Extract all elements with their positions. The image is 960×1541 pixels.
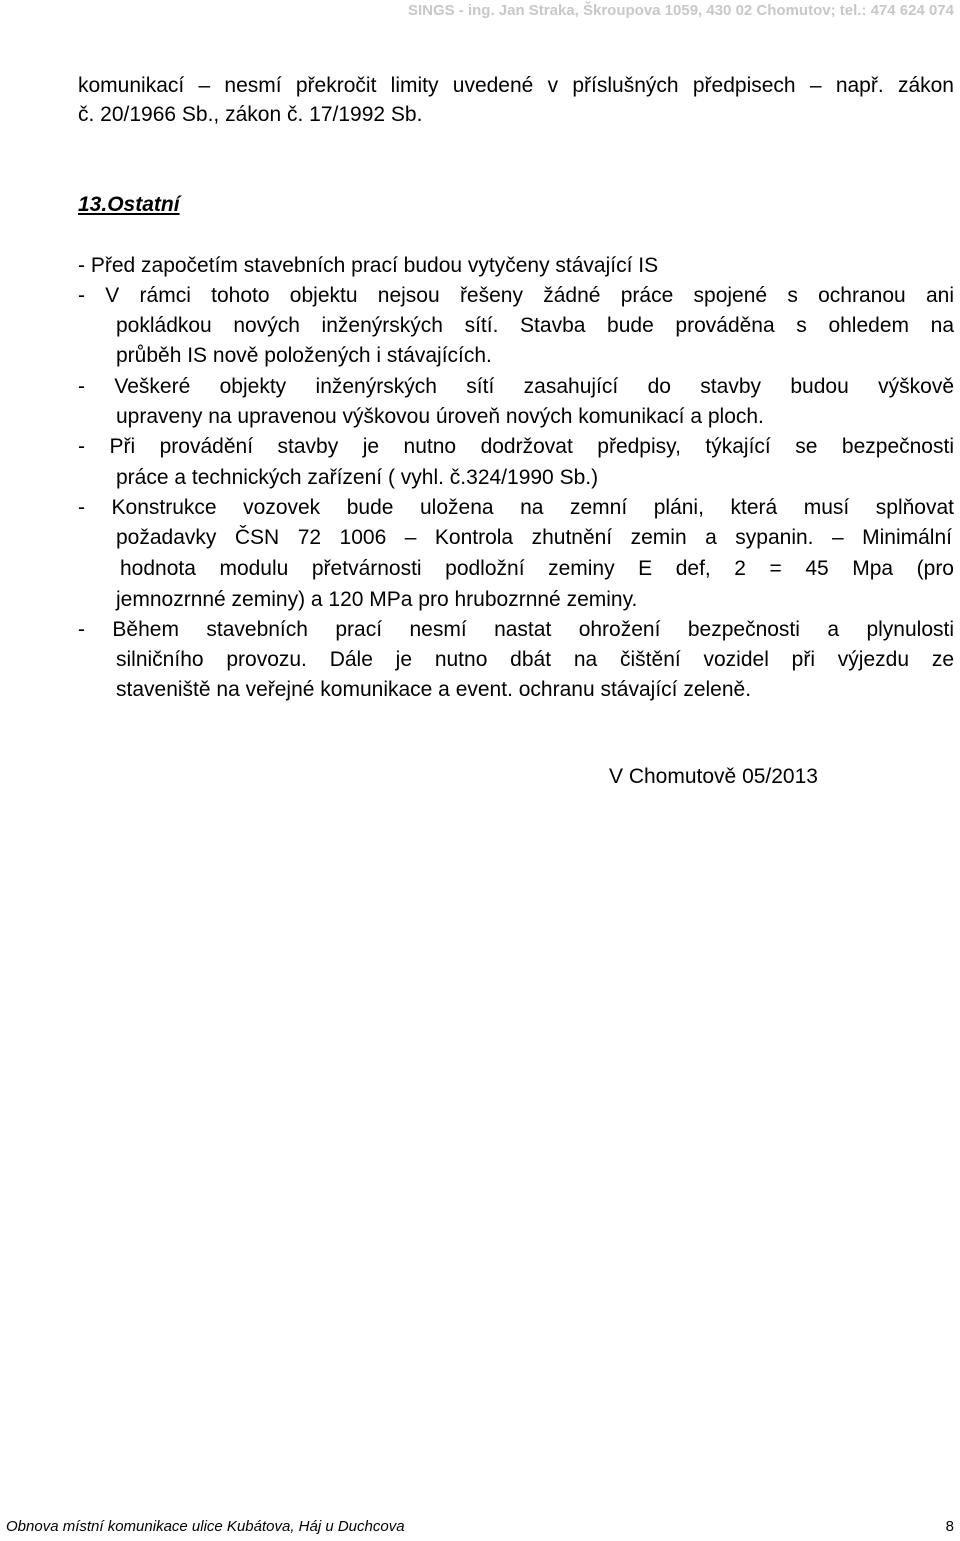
section-heading: 13.Ostatní [78,193,180,216]
section-line-11: hodnota modulu přetvárnosti podložní zeminy E def, 2 = 45 Mpa (pro [120,557,954,580]
section-line-4: průběh IS nově položených i stávajících. [116,344,492,367]
section-line-8: práce a technických zařízení ( vyhl. č.324/1990 Sb.) [116,466,599,489]
intro-line-2: č. 20/1966 Sb., zákon č. 17/1992 Sb. [78,103,423,126]
section-line-5: - Veškeré objekty inženýrských sítí zasahující do stavby budou výškově [78,375,954,398]
place-date-signature: V Chomutově 05/2013 [609,765,818,788]
section-line-7: - Při provádění stavby je nutno dodržovat předpisy, týkající se bezpečnosti [78,435,954,458]
section-line-15: staveniště na veřejné komunikace a event. ochranu stávající zeleně. [116,678,752,701]
section-line-14: silničního provozu. Dále je nutno dbát na čištění vozidel při výjezdu ze [116,648,954,671]
section-line-13: - Během stavebních prací nesmí nastat ohrožení bezpečnosti a plynulosti [78,618,954,641]
section-line-6: upraveny na upravenou výškovou úroveň nových komunikací a ploch. [116,405,764,428]
section-line-3: pokládkou nových inženýrských sítí. Stavba bude prováděna s ohledem na [116,314,954,337]
section-line-2: - V rámci tohoto objektu nejsou řešeny žádné práce spojené s ochranou ani [78,284,954,307]
footer-project-title: Obnova místní komunikace ulice Kubátova, Háj u Duchcova [6,1518,405,1535]
page-footer [6,1518,954,1538]
page-number: 8 [945,1518,954,1535]
section-line-9: - Konstrukce vozovek bude uložena na zemní pláni, která musí splňovat [78,496,954,519]
intro-line-1: komunikací – nesmí překročit limity uvedené v příslušných předpisech – např. zákon [78,74,954,97]
section-line-12: jemnozrnné zeminy) a 120 MPa pro hrubozrnné zeminy. [116,588,638,611]
section-line-1: - Před započetím stavebních prací budou vytyčeny stávající IS [78,254,659,277]
section-line-10: požadavky ČSN 72 1006 – Kontrola zhutnění zemin a sypanin. – Minimální [116,526,952,549]
page-header: SINGS - ing. Jan Straka, Škroupova 1059, 430 02 Chomutov; tel.: 474 624 074 [407,2,954,19]
